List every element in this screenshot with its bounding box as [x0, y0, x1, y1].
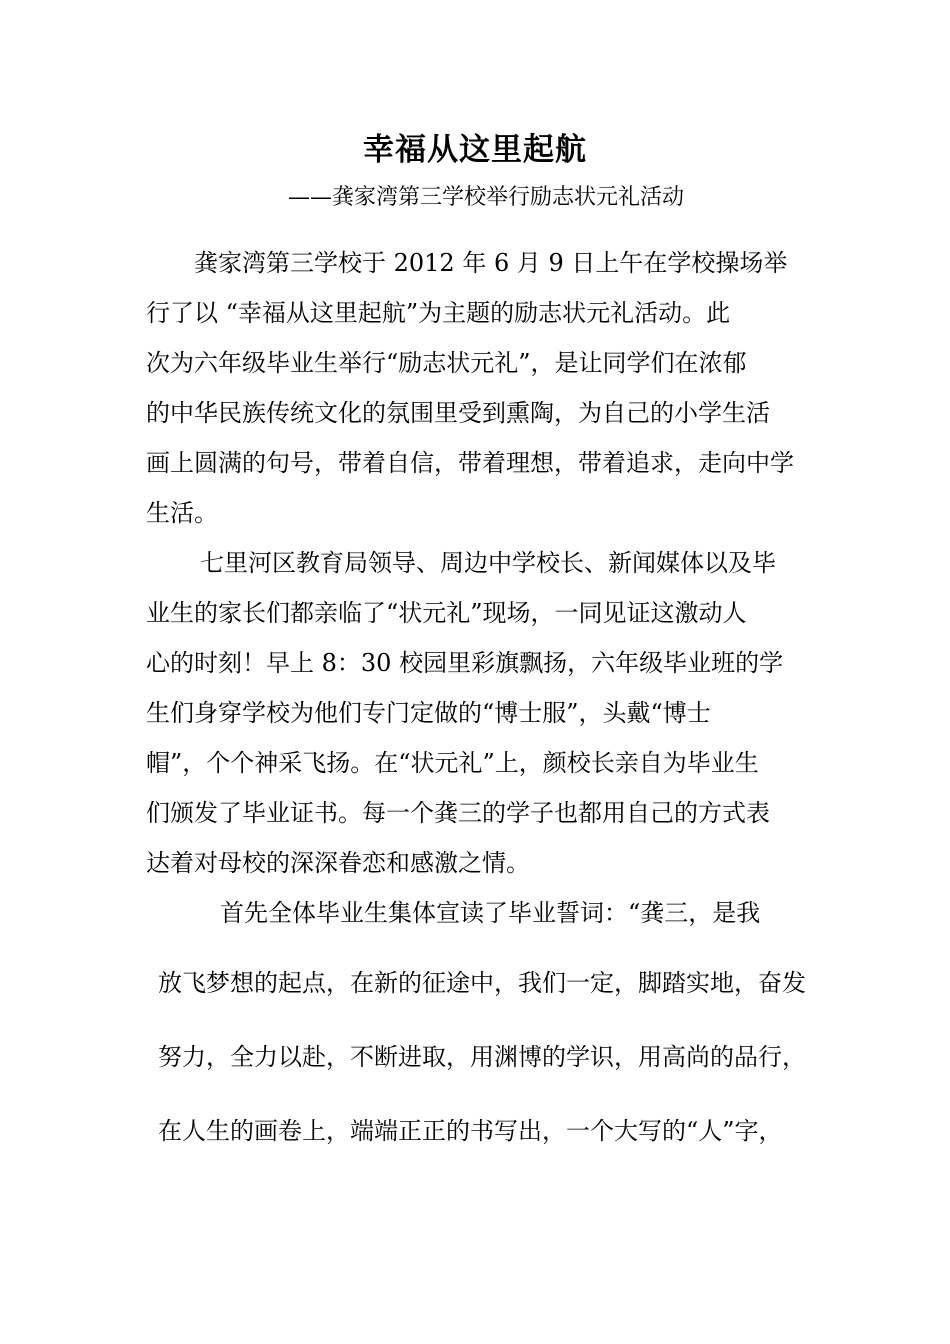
paragraph-line: 行了以 “幸福从这里起航”为主题的励志状元礼活动。此	[146, 299, 731, 327]
paragraph-line: 生们身穿学校为他们专门定做的“博士服”，头戴“博士	[146, 699, 711, 727]
paragraph-line: 心的时刻！早上 8：30 校园里彩旗飘扬，六年级毕业班的学	[146, 649, 784, 677]
paragraph-line: 龚家湾第三学校于 2012 年 6 月 9 日上午在学校操场举	[194, 249, 788, 277]
paragraph-line: 的中华民族传统文化的氛围里受到熏陶，为自己的小学生活	[146, 399, 770, 427]
paragraph-line: 七里河区教育局领导、周边中学校长、新闻媒体以及毕	[200, 549, 776, 577]
paragraph-line: 在人生的画卷上，端端正正的书写出，一个大写的“人”字，	[158, 1117, 783, 1145]
paragraph-line: 放飞梦想的起点，在新的征途中，我们一定，脚踏实地，奋发	[158, 969, 806, 997]
paragraph-line: 努力，全力以赴，不断进取，用渊博的学识，用高尚的品行，	[158, 1043, 806, 1071]
paragraph-line: 生活。	[146, 499, 218, 527]
document-title: 幸福从这里起航	[363, 132, 587, 168]
document-subtitle: ——龚家湾第三学校举行励志状元礼活动	[288, 185, 685, 210]
paragraph-line: 帽”，个个神采飞扬。在“状元礼”上，颜校长亲自为毕业生	[146, 749, 759, 777]
paragraph-line: 首先全体毕业生集体宣读了毕业誓词：“龚三，是我	[220, 899, 761, 927]
paragraph-line: 次为六年级毕业生举行“励志状元礼”，是让同学们在浓郁	[146, 349, 747, 377]
paragraph-line: 达着对母校的深深眷恋和感激之情。	[146, 849, 530, 877]
paragraph-line: 画上圆满的句号，带着自信，带着理想，带着追求，走向中学	[146, 449, 794, 477]
paragraph-line: 们颁发了毕业证书。每一个龚三的学子也都用自己的方式表	[146, 799, 770, 827]
paragraph-line: 业生的家长们都亲临了“状元礼”现场，一同见证这激动人	[146, 599, 747, 627]
